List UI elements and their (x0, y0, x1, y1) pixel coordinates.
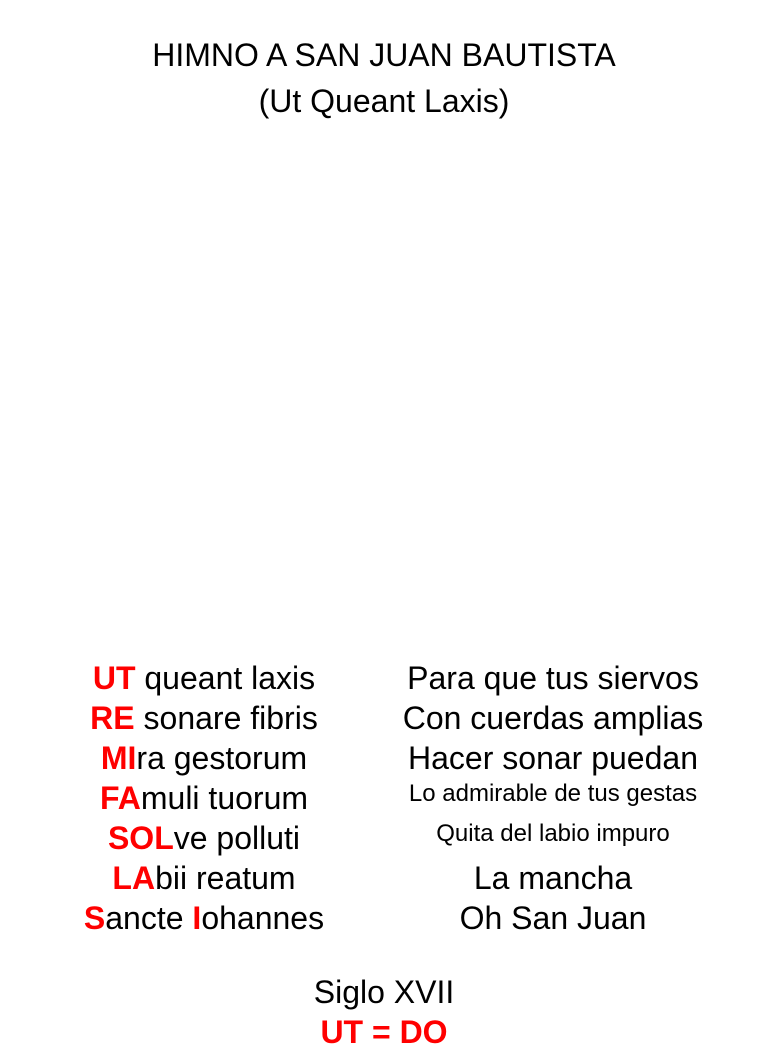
spanish-line-3: Hacer sonar puedan (408, 740, 698, 776)
latin-line-text: ra gestorum (136, 740, 308, 776)
solfege-syllable: UT (92, 660, 136, 696)
solfege-syllable-2: I (192, 900, 202, 936)
latin-line-3 (44, 738, 364, 778)
latin-line-7 (44, 898, 364, 938)
latin-line-text: ve polluti (173, 820, 301, 856)
latin-line-4 (44, 778, 364, 818)
latin-line-text: muli tuorum (140, 780, 309, 816)
spanish-line-7: Oh San Juan (459, 900, 647, 936)
spanish-line-2: Con cuerdas amplias (402, 700, 704, 736)
latin-line-text: queant laxis (135, 660, 316, 696)
spanish-line-6: La mancha (473, 860, 633, 896)
latin-line-text: sonare fibris (134, 700, 318, 736)
latin-line-text: ancte (105, 900, 193, 936)
latin-line-6 (44, 858, 364, 898)
solfege-syllable: MI (100, 740, 137, 776)
spanish-line-1: Para que tus siervos (407, 660, 699, 696)
page-title: HIMNO A SAN JUAN BAUTISTA (152, 37, 616, 73)
latin-line-2 (44, 698, 364, 738)
spanish-line-4: Lo admirable de tus gestas (408, 780, 698, 807)
solfege-syllable: RE (90, 700, 135, 736)
solfege-syllable: S (83, 900, 106, 936)
latin-line-1 (44, 658, 364, 698)
century-label: Siglo XVII (313, 974, 455, 1010)
spanish-line-5: Quita del labio impuro (436, 820, 670, 847)
solfege-equivalence: UT = DO (320, 1014, 448, 1050)
latin-line-5 (44, 818, 364, 858)
solfege-syllable: FA (99, 780, 141, 816)
latin-line-text: bii reatum (155, 860, 296, 896)
page-subtitle: (Ut Queant Laxis) (258, 83, 510, 119)
solfege-syllable: LA (112, 860, 156, 896)
latin-line-text-2: ohannes (201, 900, 325, 936)
solfege-syllable: SOL (107, 820, 174, 856)
